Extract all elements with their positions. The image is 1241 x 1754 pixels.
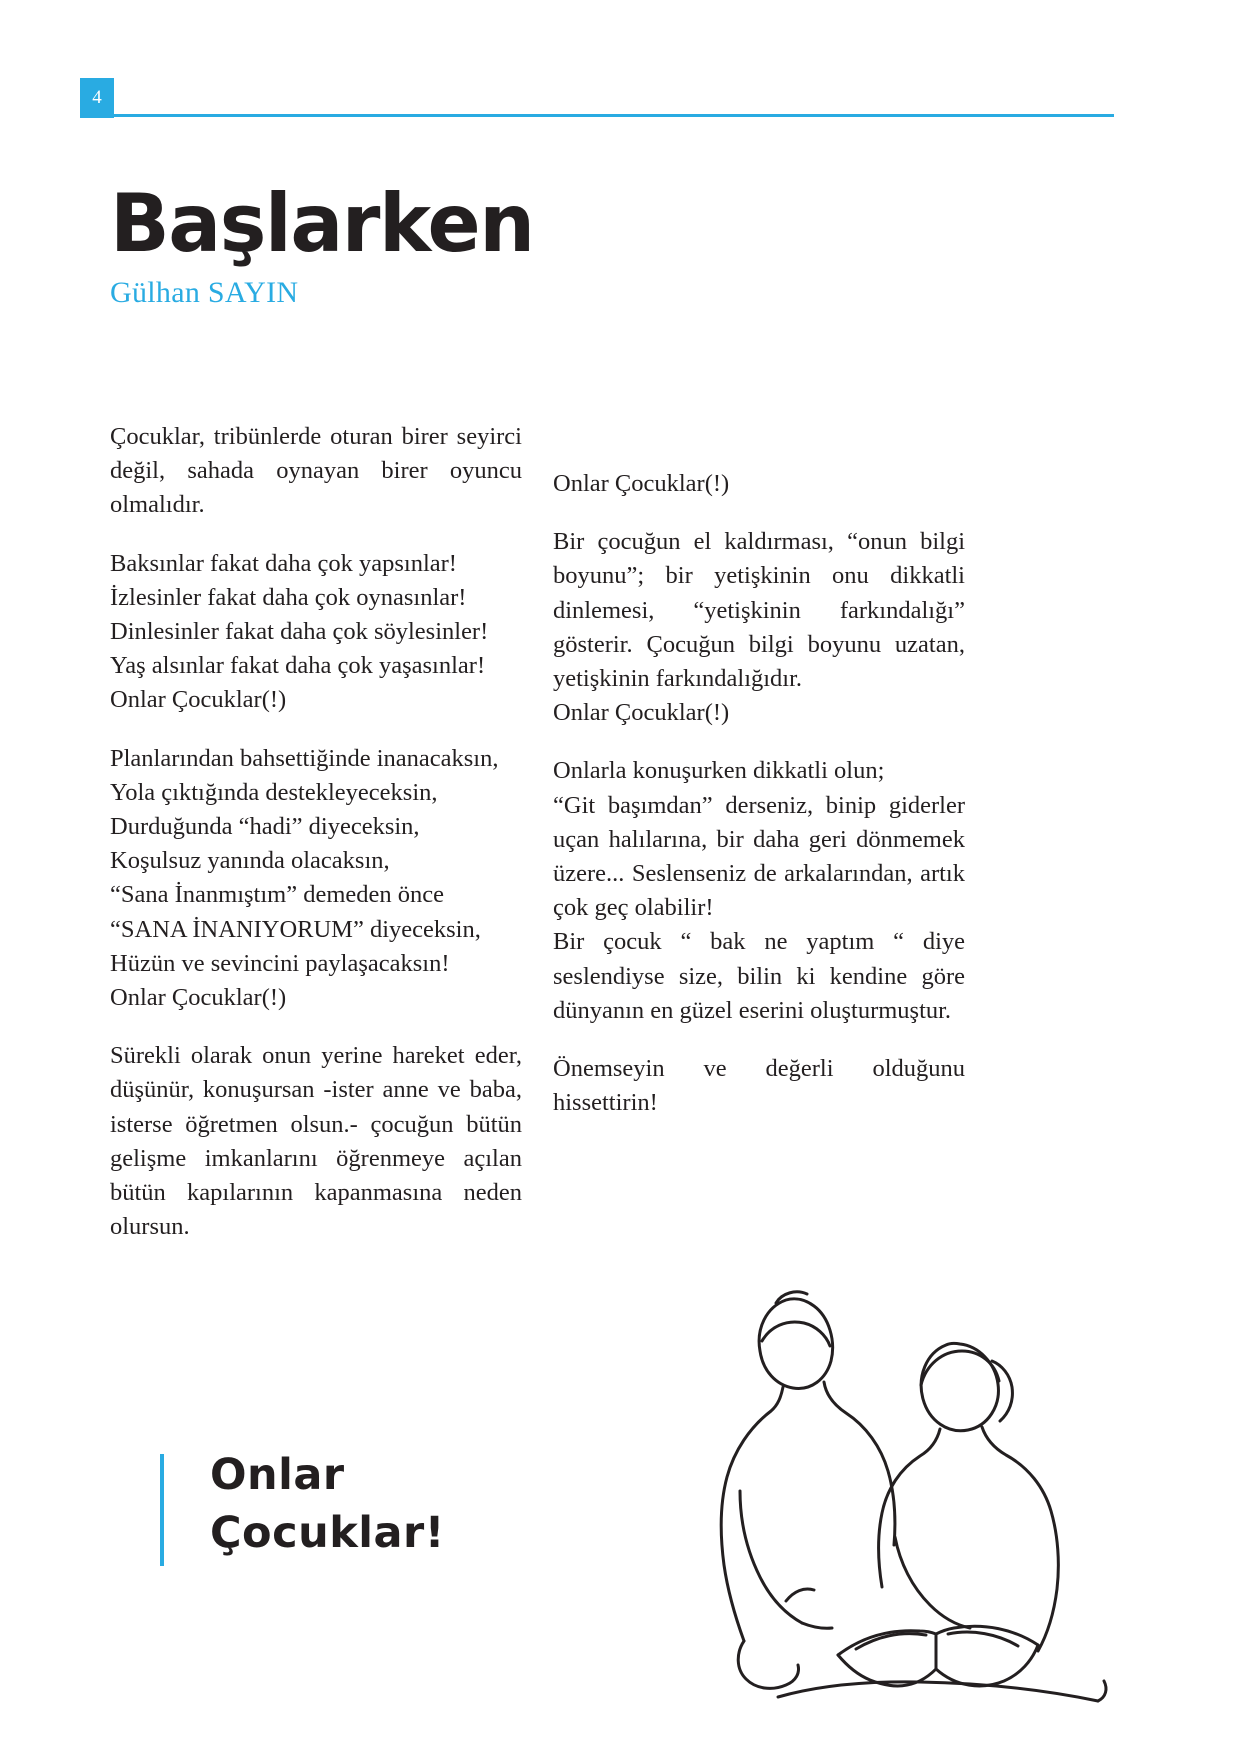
left-child-body-right	[824, 1382, 895, 1545]
left-text-column	[110, 420, 522, 1244]
left-child-body-left	[721, 1387, 783, 1641]
pull-quote-line-2: Çocuklar!	[210, 1508, 445, 1558]
line-art-flourish	[738, 1641, 798, 1688]
pull-quote-text	[210, 1446, 445, 1562]
right-child-body-right	[982, 1427, 1058, 1651]
paragraph: “SANA İNANIYORUM” diyeceksin, Hüzün ve sevincini paylaşacaksın! Onlar Çocuklar(!)	[110, 915, 481, 1012]
table-surface-line	[778, 1682, 1098, 1701]
pull-quote-line-1: Onlar	[210, 1450, 345, 1500]
book-right-page-top	[936, 1626, 1038, 1645]
paragraph: Baksınlar fakat daha çok yapsınlar! İzlesinler fakat daha çok oynasınlar! Dinlesinler fakat daha çok söylesinler! Yaş alsınlar fakat daha çok yaşasınlar! Onlar Çocuklar(!)	[110, 549, 489, 714]
book-right-page-bottom	[936, 1645, 1038, 1686]
left-child-hand-detail	[786, 1589, 814, 1601]
page-header	[80, 78, 1135, 118]
left-child-hair	[762, 1322, 830, 1346]
paragraph: Çocuklar, tribünlerde oturan birer seyirci değil, sahada oynayan birer oyuncu olmalıdır.	[110, 423, 522, 519]
right-child-head	[921, 1343, 998, 1430]
paragraph: Sürekli olarak onun yerine hareket eder, düşünür, konuşursan -ister anne ve baba, isterse öğretmen olsun.- çocuğun bütün gelişme imkanlarını öğrenmeye açılan bütün kapılarının kapanmasına neden olursun.	[110, 1042, 522, 1241]
header-divider-rule	[114, 114, 1114, 117]
right-child-arm	[895, 1537, 970, 1628]
paragraph: Onlarla konuşurken dikkatli olun; “Git başımdan” derseniz, binip giderler uçan halılarına, bir daha geri dönmemek üzere... Seslenseniz de arkalarından, artık çok geç olabilir!	[553, 757, 965, 922]
article-body	[110, 420, 1035, 1300]
left-child-head	[759, 1299, 832, 1389]
left-child-arm	[740, 1491, 802, 1623]
book-right-page-line	[948, 1632, 1018, 1646]
paragraph: Önemseyin ve değerli olduğunu hissettirin!	[553, 1055, 965, 1117]
paragraph: Bir çocuk “ bak ne yaptım “ diye seslendiyse size, bilin ki kendine göre dünyanın en güzel eserini oluşturmuştur.	[553, 928, 965, 1024]
paragraph: Onlar Çocuklar(!)	[553, 699, 730, 727]
table-edge-curl	[1098, 1681, 1106, 1701]
pull-quote-accent-bar	[160, 1454, 164, 1566]
right-child-body-left	[879, 1429, 940, 1587]
children-reading-illustration	[590, 1245, 1110, 1705]
paragraph: Planlarından bahsettiğinde inanacaksın,	[110, 744, 499, 772]
paragraph: Yola çıktığında destekleyeceksin, Durduğunda “hadi” diyeceksin, Koşulsuz yanında olacaksın,	[110, 778, 438, 875]
left-child-hand	[802, 1623, 832, 1628]
page-title: Başlarken	[110, 177, 534, 270]
paragraph: Onlar Çocuklar(!)	[553, 470, 730, 497]
book-left-page-line	[856, 1634, 926, 1649]
page-number-badge: 4	[80, 78, 114, 118]
article-author: Gülhan SAYIN	[110, 276, 299, 309]
paragraph: “Sana İnanmıştım” demeden önce	[110, 881, 445, 909]
pull-quote	[160, 1450, 580, 1570]
paragraph: Bir çocuğun el kaldırması, “onun bilgi boyunu”; bir yetişkinin onu dikkatli dinlemesi, “yetişkinin farkındalığı” gösterir. Çocuğun bilgi boyunu uzatan, yetişkinin farkındalığıdır.	[553, 528, 965, 693]
title-block	[110, 177, 1010, 310]
right-text-column	[553, 420, 965, 1120]
